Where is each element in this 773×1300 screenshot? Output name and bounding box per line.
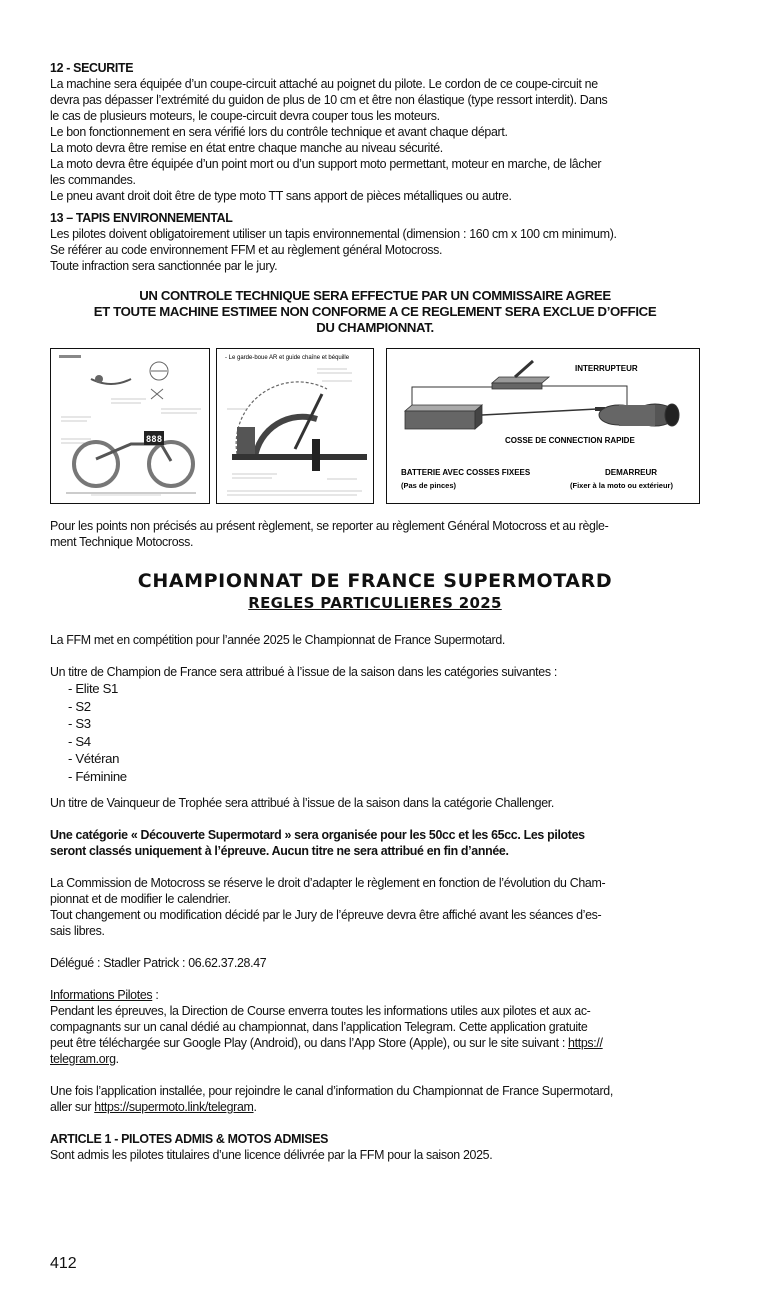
figure-wiring (386, 348, 700, 504)
delegue-contact: Délégué : Stadler Patrick : 06.62.37.28.47 (50, 955, 267, 970)
s12-line-6: La moto devra être équipée d’un point mort ou d’un support moto permettant, moteur en marche, de lâcher (50, 156, 602, 171)
label-cosse: COSSE DE CONNECTION RAPIDE (505, 436, 635, 445)
info-label: Informations Pilotes (50, 987, 153, 1002)
s12-line-2: devra pas dépasser l’extrémité du guidon de plus de 10 cm et être non élastique (type ressort interdit). Dans (50, 92, 608, 107)
info-colon: : (152, 987, 159, 1002)
article-1-title: ARTICLE 1 - PILOTES ADMIS & MOTOS ADMISES (50, 1131, 329, 1146)
list-item: - S4 (68, 733, 91, 749)
decouverte-line-1: Une catégorie « Découverte Supermotard » sera organisée pour les 50cc et les 65cc. Les pilotes (50, 827, 585, 842)
rules-subtitle: REGLES PARTICULIERES 2025 (248, 594, 502, 612)
telegram-link-part-1[interactable]: https:// (568, 1035, 603, 1050)
canal-prefix: aller sur (50, 1099, 95, 1114)
s13-line-2: Se référer au code environnement FFM et au règlement général Motocross. (50, 242, 443, 257)
canal-line-2 (50, 1099, 700, 1115)
figures-row (50, 348, 700, 508)
s12-line-7: les commandes. (50, 172, 136, 187)
s13-line-1: Les pilotes doivent obligatoirement utiliser un tapis environnemental (dimension : 160 cm x 100 cm minimum). (50, 226, 617, 241)
championship-title: CHAMPIONNAT DE FRANCE SUPERMOTARD (137, 570, 613, 592)
s12-line-5: La moto devra être remise en état entre chaque manche au niveau sécurité. (50, 140, 443, 155)
label-interrupteur: INTERRUPTEUR (575, 364, 638, 373)
commission-line-1: La Commission de Motocross se réserve le droit d’adapter le règlement en fonction de l’évolution du Cham- (50, 875, 606, 890)
s12-line-3: le cas de plusieurs moteurs, le coupe-circuit devra couper tous les moteurs. (50, 108, 440, 123)
s12-line-4: Le bon fonctionnement en sera vérifié lors du contrôle technique et avant chaque départ. (50, 124, 508, 139)
section-13-title: 13 – TAPIS ENVIRONNEMENTAL (50, 210, 233, 225)
fig1-number: 888 (145, 435, 163, 445)
supermoto-link[interactable]: https://supermoto.link/telegram (94, 1099, 254, 1114)
s12-line-8: Le pneu avant droit doit être de type moto TT sans apport de pièces métalliques ou autre. (50, 188, 512, 203)
commission-line-2: pionnat et de modifier le calendrier. (50, 891, 231, 906)
info-line-4 (50, 1051, 700, 1067)
label-demarreur: DEMARREUR (605, 468, 657, 477)
figure-moto-diagram (50, 348, 210, 504)
fig2-caption: - Le garde-boue AR et guide chaîne et béquille (225, 355, 350, 361)
canal-dot: . (253, 1099, 257, 1114)
moto-sketch (51, 349, 208, 502)
label-fixer: (Fixer à la moto ou extérieur) (570, 481, 673, 490)
trophee-text: Un titre de Vainqueur de Trophée sera attribué à l’issue de la saison dans la catégorie Challenger. (50, 795, 555, 810)
section-12-title: 12 - SECURITE (50, 60, 134, 75)
page-number: 412 (50, 1255, 77, 1272)
info-line-3-text: peut être téléchargée sur Google Play (Android), ou dans l’App Store (Apple), ou sur le site suivant : (50, 1035, 569, 1050)
s13-line-3: Toute infraction sera sanctionnée par le jury. (50, 258, 278, 273)
info-line-2: compagnants sur un canal dédié au championnat, dans l’application Telegram. Cette application gratuite (50, 1019, 588, 1034)
after-fig-line-1: Pour les points non précisés au présent règlement, se reporter au règlement Général Motocross et au règle- (50, 518, 609, 533)
figure-mudguard (216, 348, 374, 504)
commission-line-4: sais libres. (50, 923, 105, 938)
list-item: - Vétéran (68, 751, 120, 766)
info-line-1: Pendant les épreuves, la Direction de Course enverra toutes les informations utiles aux pilotes et aux ac- (50, 1003, 591, 1018)
mudguard-sketch (217, 349, 372, 502)
control-notice-2: ET TOUTE MACHINE ESTIMEE NON CONFORME A CE REGLEMENT SERA EXCLUE D’OFFICE (93, 304, 657, 319)
article-1-text: Sont admis les pilotes titulaires d’une licence délivrée par la FFM pour la saison 2025. (50, 1147, 493, 1162)
info-heading (50, 987, 700, 1003)
info-dot: . (115, 1051, 119, 1066)
commission-line-3: Tout changement ou modification décidé par le Jury de l’épreuve devra être affiché avant les séances d’es- (50, 907, 602, 922)
info-line-3 (50, 1035, 700, 1051)
telegram-link-part-2[interactable]: telegram.org (50, 1051, 116, 1066)
wiring-sketch (387, 349, 698, 502)
champion-title-text: Un titre de Champion de France sera attribué à l’issue de la saison dans les catégories suivantes : (50, 664, 557, 679)
control-notice-1: UN CONTROLE TECHNIQUE SERA EFFECTUE PAR UN COMMISSAIRE AGREE (139, 288, 611, 303)
label-pinces: (Pas de pinces) (401, 481, 457, 490)
category-list (50, 680, 700, 785)
label-batterie: BATTERIE AVEC COSSES FIXEES (401, 468, 531, 477)
list-item: - Elite S1 (68, 681, 119, 696)
list-item: - Féminine (68, 768, 127, 784)
list-item: - S3 (68, 716, 91, 731)
s12-line-1: La machine sera équipée d’un coupe-circuit attaché au poignet du pilote. Le cordon de ce coupe-circuit ne (50, 76, 598, 91)
decouverte-line-2: seront classés uniquement à l’épreuve. Aucun titre ne sera attribué en fin d’année. (50, 843, 509, 858)
canal-line-1: Une fois l’application installée, pour rejoindre le canal d’information du Championnat de France Supermotard, (50, 1083, 613, 1098)
list-item: - S2 (68, 698, 91, 714)
after-fig-line-2: ment Technique Motocross. (50, 534, 194, 549)
page-content (50, 60, 700, 1163)
control-notice-3: DU CHAMPIONNAT. (316, 320, 434, 335)
intro-text: La FFM met en compétition pour l’année 2025 le Championnat de France Supermotard. (50, 632, 506, 647)
